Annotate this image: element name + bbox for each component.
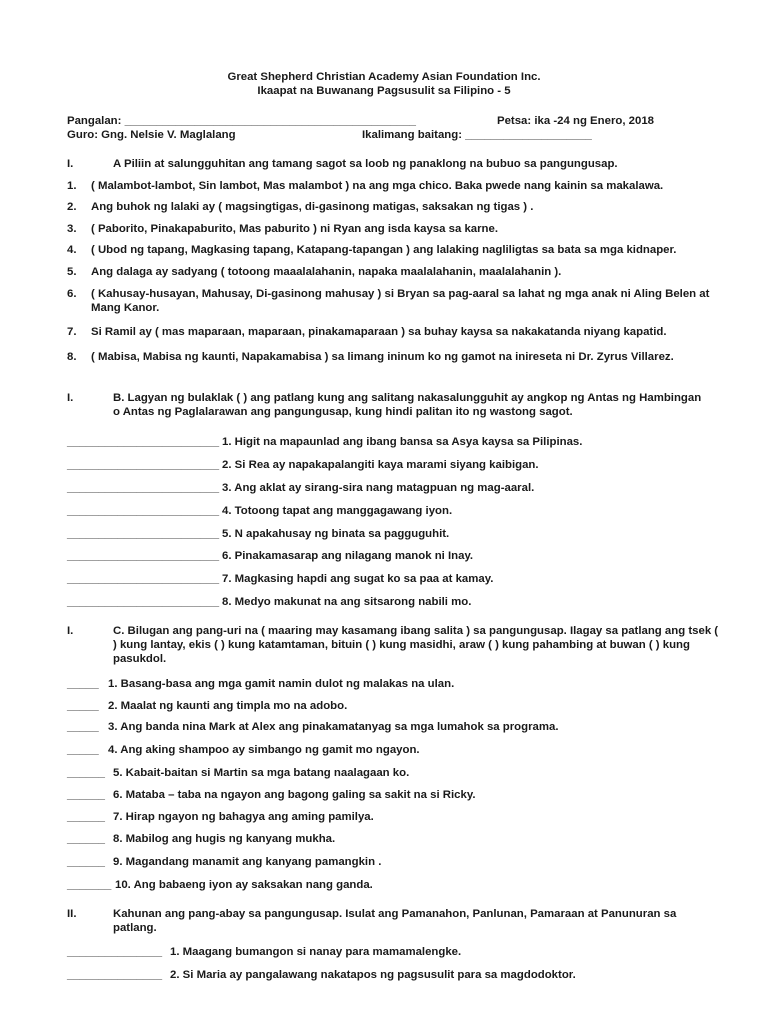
answer-blank[interactable]: ______ [67,856,106,868]
part-a-item-text: ( Paborito, Pinakapaburito, Mas paburito ) ni Ryan ang isda kaysa sa karne. [91,223,499,235]
answer-blank[interactable]: ______ [67,811,106,823]
part-c-item-text: 6. Mataba – taba na ngayon ang bagong galing sa sakit na si Ricky. [113,789,476,801]
answer-blank[interactable]: _______________ [67,946,163,958]
part-a-item-number: 7. [67,326,77,338]
grade-label: Ikalimang baitang: ____________________ [362,129,592,141]
part-c-item-text: 2. Maalat ng kaunti ang timpla mo na adobo. [108,700,348,712]
part-a-item-number: 2. [67,201,77,213]
part-a-item-number: 3. [67,223,77,235]
part-a-item-number: 1. [67,180,77,192]
part-c-item-text: 10. Ang babaeng iyon ay saksakan nang ganda. [115,879,373,891]
part-b-item-text: 6. Pinakamasarap ang nilagang manok ni Inay. [222,550,474,562]
answer-blank[interactable]: ______ [67,789,106,801]
part-c-item-text: 9. Magandang manamit ang kanyang pamangkin . [113,856,382,868]
answer-blank[interactable]: _____ [67,721,99,733]
part-b-item-text: 3. Ang aklat ay sirang-sira nang matagpuan ng mag-aaral. [222,482,535,494]
part-a-item-text: ( Kahusay-husayan, Mahusay, Di-gasinong mahusay ) si Bryan sa pag-aaral sa lahat ng mga anak ni Aling Belen at Mang Kanor. [91,288,710,314]
part-a-item-text: Si Ramil ay ( mas maparaan, maparaan, pinakamaparaan ) sa buhay kaysa sa nakakatanda niyang kapatid. [91,326,667,338]
answer-blank[interactable]: ______ [67,833,106,845]
teacher-label: Guro: Gng. Nelsie V. Maglalang [67,129,236,141]
part-c-item-text: 3. Ang banda nina Mark at Alex ang pinakamatanyag sa mga lumahok sa programa. [108,721,559,733]
part-ii-roman: II. [67,908,77,920]
name-field-label: Pangalan: ______________________________________________ [67,115,417,127]
part-b-roman: I. [67,392,74,404]
answer-blank[interactable]: ________________________ [67,596,220,608]
part-a-item-number: 6. [67,288,77,300]
part-b-item-text: 4. Totoong tapat ang manggagawang iyon. [222,505,453,517]
part-c-roman: I. [67,625,74,637]
part-b-item-text: 8. Medyo makunat na ang sitsarong nabili mo. [222,596,472,608]
part-b-item-text: 2. Si Rea ay napakapalangiti kaya marami siyang kaibigan. [222,459,539,471]
part-c-instruction: C. Bilugan ang pang-uri na ( maaring may kasamang ibang salita ) sa pangungusap. Ilagay sa patlang ang tsek ( ) kung lantay, ekis ( ) kung katamtaman, bituin ( ) kung masidhi, araw ( ) kung pahambing at buwan ( ) kung pasukdol. [113,625,719,665]
answer-blank[interactable]: ________________________ [67,482,220,494]
answer-blank[interactable]: ______ [67,767,106,779]
part-a-item-text: ( Mabisa, Mabisa ng kaunti, Napakamabisa ) sa limang ininum ko ng gamot na inireseta ni Dr. Zyrus Villarez. [91,351,674,363]
answer-blank[interactable]: ________________________ [67,573,220,585]
part-a-roman: I. [67,158,74,170]
answer-blank[interactable]: _____ [67,744,99,756]
part-a-item-number: 5. [67,266,77,278]
part-a-item-text: ( Malambot-lambot, Sin lambot, Mas malambot ) na ang mga chico. Baka pwede nang kainin sa makalawa. [91,180,664,192]
part-c-item-text: 4. Ang aking shampoo ay simbango ng gamit mo ngayon. [108,744,420,756]
part-b-item-text: 1. Higit na mapaunlad ang ibang bansa sa Asya kaysa sa Pilipinas. [222,436,583,448]
answer-blank[interactable]: ________________________ [67,505,220,517]
part-b-item-text: 7. Magkasing hapdi ang sugat ko sa paa at kamay. [222,573,494,585]
part-c-item-text: 5. Kabait-baitan si Martin sa mga batang naalagaan ko. [113,767,410,779]
answer-blank[interactable]: _______________ [67,969,163,981]
part-a-item-number: 4. [67,244,77,256]
answer-blank[interactable]: _____ [67,678,99,690]
answer-blank[interactable]: _______ [67,879,112,891]
date-label: Petsa: ika -24 ng Enero, 2018 [497,115,655,127]
answer-blank[interactable]: _____ [67,700,99,712]
part-a-item-number: 8. [67,351,77,363]
answer-blank[interactable]: ________________________ [67,550,220,562]
part-a-item-text: ( Ubod ng tapang, Magkasing tapang, Katapang-tapangan ) ang lalaking nagliligtas sa bata sa mga kidnaper. [91,244,677,256]
answer-blank[interactable]: ________________________ [67,459,220,471]
answer-blank[interactable]: ________________________ [67,528,220,540]
exam-title: Ikaapat na Buwanang Pagsusulit sa Filipino - 5 [257,85,511,97]
part-ii-item-text: 1. Maagang bumangon si nanay para mamamalengke. [170,946,462,958]
part-b-instruction: B. Lagyan ng bulaklak ( ) ang patlang kung ang salitang nakasalungguhit ay angkop ng Antas ng Hambingan o Antas ng Paglalarawan ang pangungusap, kung hindi palitan ito ng wastong sagot. [113,392,702,418]
part-b-item-text: 5. N apakahusay ng binata sa pagguguhit. [222,528,450,540]
school-name: Great Shepherd Christian Academy Asian Foundation Inc. [227,71,541,83]
part-ii-instruction: Kahunan ang pang-abay sa pangungusap. Isulat ang Pamanahon, Panlunan, Pamaraan at Panunuran sa patlang. [113,908,677,934]
part-a-item-text: Ang buhok ng lalaki ay ( magsingtigas, di-gasinong matigas, saksakan ng tigas ) . [91,201,534,213]
part-a-instruction: A Piliin at salungguhitan ang tamang sagot sa loob ng panaklong na bubuo sa pangungusap. [113,158,618,170]
answer-blank[interactable]: ________________________ [67,436,220,448]
part-c-item-text: 7. Hirap ngayon ng bahagya ang aming pamilya. [113,811,374,823]
part-ii-item-text: 2. Si Maria ay pangalawang nakatapos ng pagsusulit para sa magdodoktor. [170,969,576,981]
part-a-item-text: Ang dalaga ay sadyang ( totoong maaalalahanin, napaka maalalahanin, maalalahanin ). [91,266,562,278]
part-c-item-text: 8. Mabilog ang hugis ng kanyang mukha. [113,833,336,845]
part-c-item-text: 1. Basang-basa ang mga gamit namin dulot ng malakas na ulan. [108,678,455,690]
